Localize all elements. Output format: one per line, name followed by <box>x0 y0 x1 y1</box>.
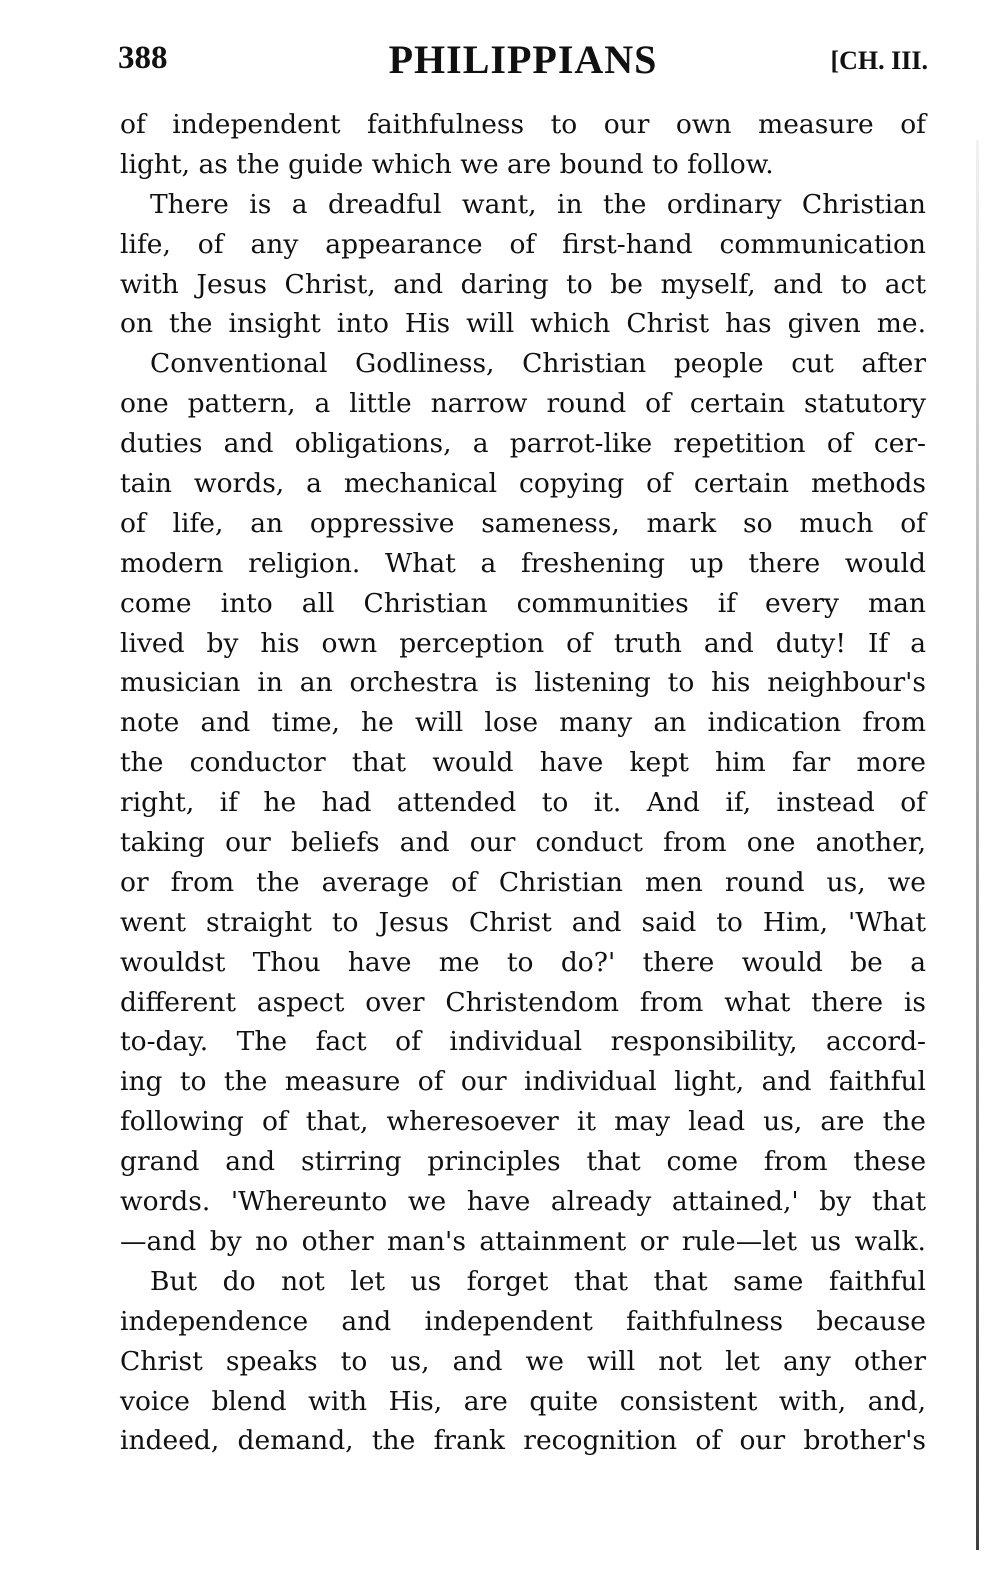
text-line: Conventional Godliness, Christian people cut after <box>150 348 926 380</box>
text-line: indeed, demand, the frank recognition of our brother's <box>120 1425 926 1457</box>
text-line: musician in an orchestra is listening to his neighbour's <box>120 667 926 699</box>
text-line: wouldst Thou have me to do?' there would be a <box>120 946 926 978</box>
text-line: of independent faithfulness to our own measure of <box>120 109 926 140</box>
text-line: taking our beliefs and our conduct from one another, <box>120 827 926 859</box>
text-line: voice blend with His, are quite consistent with, and, <box>120 1385 926 1417</box>
body-text <box>120 105 926 1461</box>
text-line: the conductor that would have kept him far more <box>120 747 926 779</box>
running-title: PHILIPPIANS <box>388 37 658 82</box>
text-line: But do not let us forget that that same faithful <box>150 1265 926 1297</box>
text-line: grand and stirring principles that come from these <box>120 1146 926 1178</box>
text-line: independence and independent faithfulness because <box>120 1305 926 1337</box>
text-line: ing to the measure of our individual light, and faithful <box>120 1066 926 1098</box>
text-line: duties and obligations, a parrot-like repetition of cer- <box>120 428 926 460</box>
text-line: or from the average of Christian men round us, we <box>120 866 926 898</box>
text-line: one pattern, a little narrow round of certain statutory <box>120 388 926 420</box>
text-line: light, as the guide which we are bound to follow. <box>120 148 774 180</box>
text-line: tain words, a mechanical copying of certain methods <box>120 468 926 500</box>
text-line: come into all Christian communities if every man <box>120 587 926 619</box>
text-line: lived by his own perception of truth and duty! If a <box>120 627 926 659</box>
chapter-reference: [CH. III. <box>830 46 928 75</box>
text-line: went straight to Jesus Christ and said to Him, 'What <box>120 906 926 938</box>
text-line: to-day. The fact of individual responsibility, accord- <box>120 1026 926 1058</box>
text-line: modern religion. What a freshening up there would <box>120 547 926 579</box>
scan-edge-shadow <box>976 140 979 1550</box>
page-number: 388 <box>118 40 168 76</box>
text-line: different aspect over Christendom from what there is <box>120 986 926 1018</box>
text-line: words. 'Whereunto we have already attained,' by that <box>120 1186 926 1218</box>
text-line: with Jesus Christ, and daring to be myself, and to act <box>120 268 926 300</box>
text-line: following of that, wheresoever it may lead us, are the <box>120 1106 926 1138</box>
text-line: note and time, he will lose many an indication from <box>120 707 926 739</box>
text-line: Christ speaks to us, and we will not let any other <box>120 1345 926 1377</box>
text-line: —and by no other man's attainment or rule—let us walk. <box>120 1225 926 1257</box>
text-line: of life, an oppressive sameness, mark so much of <box>120 507 926 539</box>
text-line: There is a dreadful want, in the ordinary Christian <box>150 188 926 220</box>
page-header <box>118 36 928 86</box>
text-line: right, if he had attended to it. And if, instead of <box>120 787 926 819</box>
text-line: life, of any appearance of first-hand communication <box>120 228 926 260</box>
text-line: on the insight into His will which Christ has given me. <box>120 308 926 340</box>
